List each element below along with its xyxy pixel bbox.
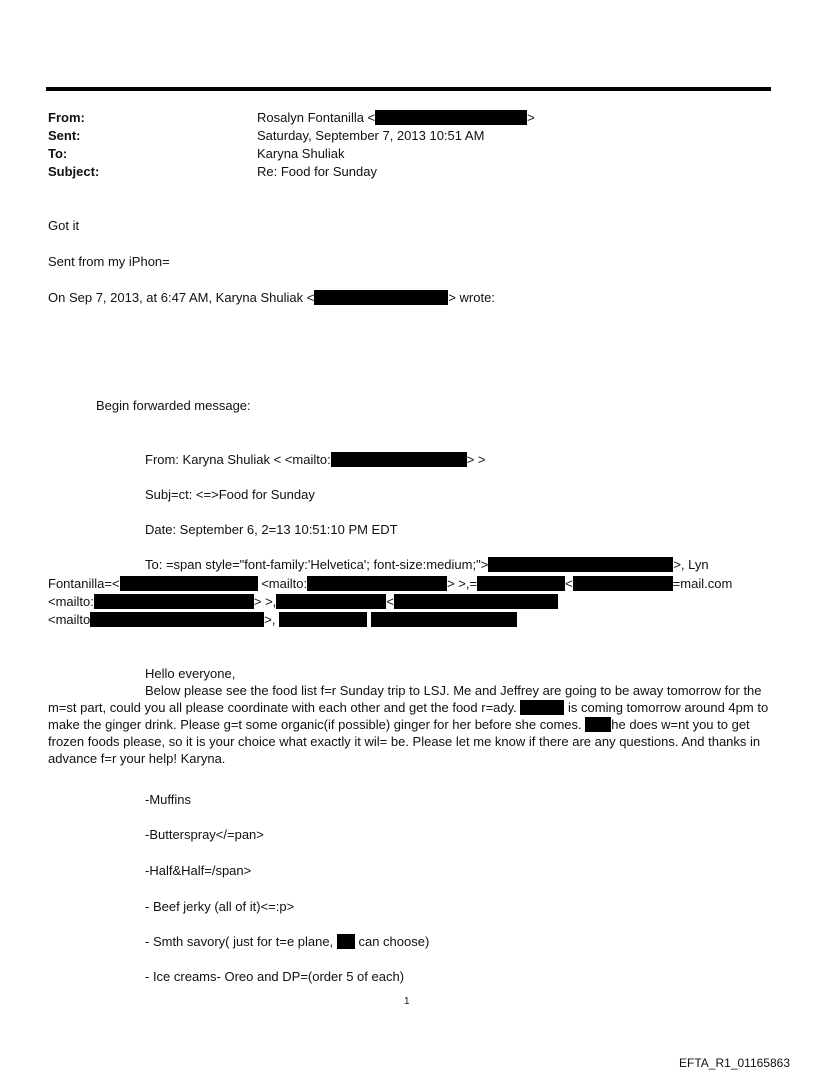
fwd-to-2d: < [565,576,573,591]
fwd-from-suffix: > > [466,452,486,467]
document-id-footer: EFTA_R1_01165863 [679,1056,790,1070]
redaction-block [276,594,386,609]
redaction-block [573,576,673,591]
list-item-suffix: can choose) [358,934,430,949]
redaction-block [279,612,367,627]
sent-from-text: Sent from my iPhon= [48,254,170,269]
paragraph-part-1: Below please see the food list f=r Sunday trip to LSJ. Me and Jeffrey are going to be away tomorrow for the m=st part, could you all please coordinate with each other and get the food r=ady. [48,683,762,715]
fwd-from-line [145,451,486,468]
header-rule [46,87,771,91]
fwd-to-line-1 [145,556,709,573]
list-item: -Muffins [145,792,191,807]
fwd-to-2e: =mail.com [672,576,733,591]
page-number: 1 [404,996,410,1007]
redaction-block [90,612,264,627]
redaction-block [94,594,254,609]
greeting: Hello everyone, [145,666,236,681]
fwd-to-line-3 [48,593,558,610]
fwd-to-2a: Fontanilla=< [48,576,120,591]
redaction-block [488,557,673,572]
redaction-block [477,576,565,591]
from-name: Rosalyn Fontanilla < [257,110,376,125]
sent-label: Sent: [48,128,81,143]
paragraph-part-3: he does w=nt you to get frozen foods please, so it is your choice what exactly it wil= be. Please let me know if there are any questions. And thanks in advance f=r your help! Karyna. [48,717,761,766]
list-item: -Half&Half=/span> [145,863,252,878]
fwd-to-3c: < [386,594,394,609]
fwd-subject-line: Subj=ct: <=>Food for Sunday [145,487,315,502]
sent-value: Saturday, September 7, 2013 10:51 AM [257,128,485,143]
fwd-to-3a: <mailto: [48,594,94,609]
fwd-to-2b: <mailto: [261,576,308,591]
got-it-text: Got it [48,218,80,233]
list-item: -Butterspray</=pan> [145,827,264,842]
quote-intro [48,289,495,306]
redaction-block [331,452,467,467]
fwd-to-2c: > >,= [447,576,478,591]
list-item [145,933,429,950]
fwd-to-4b: >, [264,612,276,627]
from-label: From: [48,110,85,125]
redaction-block [120,576,258,591]
fwd-date-line: Date: September 6, 2=13 10:51:10 PM EDT [145,522,398,537]
redaction-block [394,594,558,609]
quote-intro-prefix: On Sep 7, 2013, at 6:47 AM, Karyna Shuliak < [48,290,315,305]
fwd-to-4a: <mailto [48,612,91,627]
redaction-block [337,934,355,949]
fwd-from-prefix: From: Karyna Shuliak < <mailto: [145,452,331,467]
list-item-text: - Smth savory( just for t=e plane, [145,934,334,949]
fwd-to-3b: > >, [253,594,277,609]
fwd-to-suffix: >, Lyn [673,557,709,572]
subject-label: Subject: [48,164,100,179]
list-item: - Beef jerky (all of it)<=:p> [145,899,295,914]
redaction-block [314,290,448,305]
from-value [257,109,535,126]
to-label: To: [48,146,68,161]
quote-intro-suffix: > wrote: [448,290,495,305]
fwd-to-prefix: To: =span style="font-family:'Helvetica'; font-size:medium;"> [145,557,489,572]
redaction-block [371,612,517,627]
paragraph-part-2: is coming tomorrow around 4pm to make the ginger drink. Please g=t some organic(if possible) ginger for her before she comes. [48,700,769,732]
redaction-block [375,110,527,125]
fwd-to-line-2 [48,575,732,592]
from-close: > [527,110,535,125]
to-value: Karyna Shuliak [257,146,345,161]
fwd-to-line-4 [48,611,517,628]
redaction-block [585,717,611,732]
redaction-block [520,700,564,715]
begin-forwarded: Begin forwarded message: [96,398,251,413]
list-item: - Ice creams- Oreo and DP=(order 5 of each) [145,969,405,984]
redaction-block [307,576,447,591]
message-paragraph [48,682,772,767]
subject-value: Re: Food for Sunday [257,164,377,179]
